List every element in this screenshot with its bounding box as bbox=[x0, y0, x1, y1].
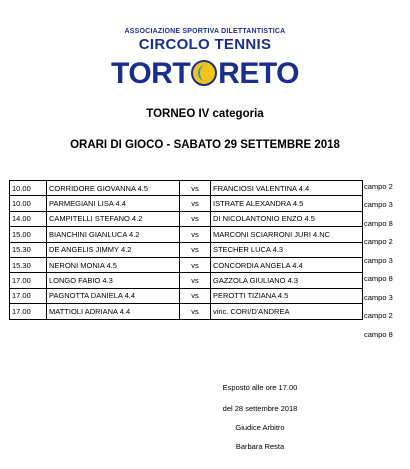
player-two: DI NICOLANTONIO ENZO 4.5 bbox=[211, 211, 363, 226]
versus-label: vs bbox=[180, 181, 211, 196]
court-label: campo 8 bbox=[364, 274, 393, 283]
match-time: 15.00 bbox=[10, 227, 47, 242]
court-label: campo 8 bbox=[364, 330, 393, 339]
versus-label: vs bbox=[180, 273, 211, 288]
table-row bbox=[10, 304, 363, 319]
table-row bbox=[10, 273, 363, 288]
player-two: ISTRATE ALEXANDRA 4.5 bbox=[211, 196, 363, 211]
association-name: ASSOCIAZIONE SPORTIVA DILETTANTISTICA bbox=[124, 28, 286, 35]
brand-left: TORT bbox=[111, 57, 191, 90]
player-two: CONCORDIA ANGELA 4.4 bbox=[211, 257, 363, 272]
match-time: 15.30 bbox=[10, 242, 47, 257]
player-two: GAZZOLA GIULIANO 4.3 bbox=[211, 273, 363, 288]
player-one: MATTIOLI ADRIANA 4.4 bbox=[47, 304, 180, 319]
table-row bbox=[10, 181, 363, 196]
versus-label: vs bbox=[180, 288, 211, 303]
court-label: campo 2 bbox=[364, 182, 393, 191]
match-time: 10.00 bbox=[10, 181, 47, 196]
versus-label: vs bbox=[180, 242, 211, 257]
table-row bbox=[10, 257, 363, 272]
match-time: 14.00 bbox=[10, 211, 47, 226]
player-one: PARMEGIANI LISA 4.4 bbox=[47, 196, 180, 211]
club-name: CIRCOLO TENNIS bbox=[138, 36, 272, 53]
table-row bbox=[10, 227, 363, 242]
court-label: campo 3 bbox=[364, 200, 393, 209]
player-one: CAMPITELLI STEFANO 4.2 bbox=[47, 211, 180, 226]
player-one: NERONI MONIA 4.5 bbox=[47, 257, 180, 272]
table-row bbox=[10, 288, 363, 303]
referee-name: Barbara Resta bbox=[235, 442, 285, 451]
court-label: campo 3 bbox=[364, 256, 393, 265]
match-time: 17.00 bbox=[10, 288, 47, 303]
court-label: campo 3 bbox=[364, 293, 393, 302]
club-logo bbox=[0, 57, 410, 91]
player-two: STECHER LUCA 4.3 bbox=[211, 242, 363, 257]
table-row bbox=[10, 242, 363, 257]
table-row bbox=[10, 196, 363, 211]
match-time: 15.30 bbox=[10, 257, 47, 272]
brand-right: RETO bbox=[218, 57, 299, 90]
versus-label: vs bbox=[180, 304, 211, 319]
player-one: LONGO FABIO 4.3 bbox=[47, 273, 180, 288]
court-label: campo 2 bbox=[364, 311, 393, 320]
tennis-ball-icon bbox=[191, 60, 217, 86]
player-two: MARCONI SCIARRONI JURI 4.NC bbox=[211, 227, 363, 242]
player-one: DE ANGELIS JIMMY 4.2 bbox=[47, 242, 180, 257]
match-time: 17.00 bbox=[10, 273, 47, 288]
player-one: CORRIDORE GIOVANNA 4.5 bbox=[47, 181, 180, 196]
player-one: PAGNOTTA DANIELA 4.4 bbox=[47, 288, 180, 303]
versus-label: vs bbox=[180, 257, 211, 272]
versus-label: vs bbox=[180, 196, 211, 211]
match-time: 10.00 bbox=[10, 196, 47, 211]
match-time: 17.00 bbox=[10, 304, 47, 319]
court-label: campo 2 bbox=[364, 237, 393, 246]
court-label: campo 8 bbox=[364, 219, 393, 228]
versus-label: vs bbox=[180, 227, 211, 242]
player-two: PEROTTI TIZIANA 4.5 bbox=[211, 288, 363, 303]
versus-label: vs bbox=[180, 211, 211, 226]
table-row bbox=[10, 211, 363, 226]
posted-time: Esposto alle ore 17.00 bbox=[222, 383, 298, 392]
referee-role: Giudice Arbitro bbox=[235, 423, 285, 432]
player-one: BIANCHINI GIANLUCA 4.2 bbox=[47, 227, 180, 242]
player-two: FRANCIOSI VALENTINA 4.4 bbox=[211, 181, 363, 196]
schedule-title: ORARI DI GIOCO - SABATO 29 SETTEMBRE 2018 bbox=[70, 139, 340, 151]
schedule-table bbox=[9, 180, 363, 320]
posted-date: del 28 settembre 2018 bbox=[222, 404, 298, 413]
tournament-title: TORNEO IV categoria bbox=[146, 108, 264, 120]
player-two: vinc. CORI/D'ANDREA bbox=[211, 304, 363, 319]
